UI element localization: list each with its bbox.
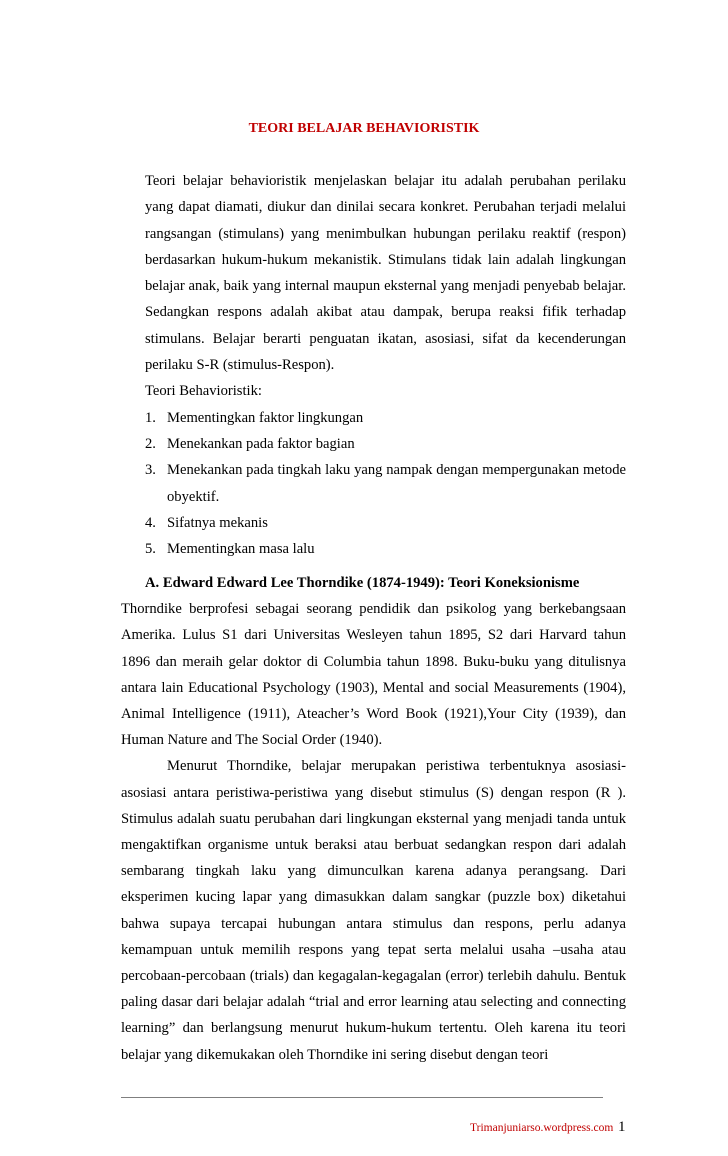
list-item-number: 4. xyxy=(145,514,156,531)
list-item-number: 3. xyxy=(145,462,156,479)
document-title: TEORI BELAJAR BEHAVIORISTIK xyxy=(248,121,480,136)
list-item-number: 1. xyxy=(145,409,156,426)
list-item-text: Menekankan pada faktor bagian xyxy=(167,435,355,452)
list-heading: Teori Behavioristik: xyxy=(145,383,262,400)
section-thorndike xyxy=(121,570,626,1068)
list-item-text: Sifatnya mekanis xyxy=(167,514,268,531)
page-number: 1 xyxy=(618,1119,626,1135)
intro-paragraph: Teori belajar behavioristik menjelaskan belajar itu adalah perubahan perilaku yang dapat diamati, diukur dan dinilai secara konkret. Perubahan terjadi melalui rangsangan (stimulans) yang menimbulkan hubungan perilaku reaktif (respon) berdasarkan hukum-hukum mekanistik. Stimulans tidak lain adalah lingkungan belajar anak, baik yang internal maupun eksternal yang menjadi penyebab belajar. Sedangkan respons adalah akibat atau dampak, berupa reaksi fifik terhadap stimulans. Belajar berarti penguatan ikatan, asosiasi, sifat da kecenderungan perilaku S-R (stimulus-Respon). xyxy=(145,173,626,374)
list-item xyxy=(145,405,626,431)
list-item xyxy=(145,536,626,562)
list-item xyxy=(145,510,626,536)
section-heading: A. Edward Edward Lee Thorndike (1874-1949): Teori Koneksionisme xyxy=(145,575,580,591)
list-item-text: Mementingkan faktor lingkungan xyxy=(167,409,364,426)
list-item-text: Mementingkan masa lalu xyxy=(167,541,315,558)
list-item xyxy=(145,457,626,510)
footer-site-link[interactable]: Trimanjuniarso.wordpress.com xyxy=(470,1122,614,1134)
list-item-number: 2. xyxy=(145,435,156,452)
traits-list xyxy=(145,405,626,563)
list-item xyxy=(145,431,626,457)
list-item-number: 5. xyxy=(145,541,156,558)
section-paragraph: Thorndike berprofesi sebagai seorang pendidik dan psikolog yang berkebangsaan Amerika. Lulus S1 dari Universitas Wesleyen tahun 1895, S2 dari Harvard tahun 1896 dan meraih gelar doktor di Columbia tahun 1898. Buku-buku yang ditulisnya antara lain Educational Psychology (1903), Mental and social Measurements (1904), Animal Intelligence (1911), Ateacher’s Word Book (1921),Your City (1939), dan Human Nature and The Social Order (1940). xyxy=(121,601,626,749)
list-item-text: Menekankan pada tingkah laku yang nampak dengan mempergunakan metode obyektif. xyxy=(167,462,626,505)
intro-block xyxy=(145,168,626,562)
footer-divider xyxy=(121,1097,603,1098)
section-paragraph: Menurut Thorndike, belajar merupakan peristiwa terbentuknya asosiasi-asosiasi antara peristiwa-peristiwa yang disebut stimulus (S) dengan respon (R ). Stimulus adalah suatu perubahan dari lingkungan eksternal yang menjadi tanda untuk mengaktifkan organisme untuk beraksi atau berbuat sedangkan respon dari adalah sembarang tingkah laku yang dimunculkan karena adanya perangsang. Dari eksperimen kucing lapar yang dimasukkan dalam sangkar (puzzle box) diketahui bahwa supaya tercapai hubungan antara stimulus dan respons, perlu adanya kemampuan untuk memilih respons yang tepat serta melalui usaha –usaha atau percobaan-percobaan (trials) dan kegagalan-kegagalan (error) terlebih dahulu. Bentuk paling dasar dari belajar adalah “trial and error learning atau selecting and connecting learning” dan berlangsung menurut hukum-hukum tertentu. Oleh karena itu teori belajar yang dikemukakan oleh Thorndike ini sering disebut dengan teori xyxy=(121,758,626,1063)
